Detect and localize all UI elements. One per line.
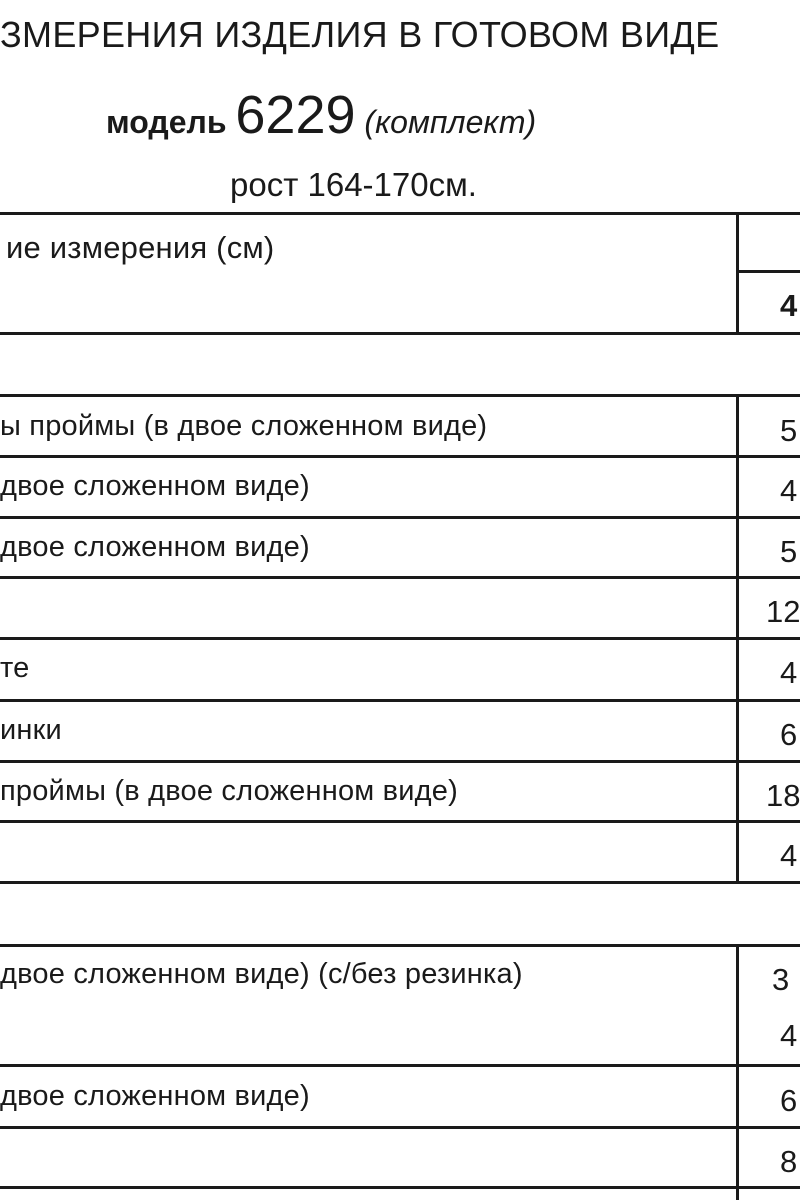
row-label: инки bbox=[0, 714, 62, 746]
size-header: 4 bbox=[780, 288, 798, 323]
row-border bbox=[0, 699, 800, 702]
row-border bbox=[0, 1126, 800, 1129]
row-value: 12 bbox=[766, 594, 800, 629]
section2-divider bbox=[736, 944, 739, 1200]
table-top-border bbox=[0, 212, 800, 215]
row-value: 4 bbox=[780, 473, 798, 508]
row-label: двое сложенном виде) (с/без резинка) bbox=[0, 958, 523, 990]
row-value: 5 bbox=[780, 413, 798, 448]
row-border bbox=[0, 455, 800, 458]
row-border bbox=[0, 760, 800, 763]
row-label: проймы (в двое сложенном виде) bbox=[0, 775, 458, 807]
row-value: 4 bbox=[780, 655, 798, 690]
row-border bbox=[0, 576, 800, 579]
row-border bbox=[0, 516, 800, 519]
row-value: 6 bbox=[780, 1083, 798, 1118]
table-header-divider bbox=[736, 212, 739, 334]
row-value: 8 bbox=[780, 1144, 798, 1179]
row-border bbox=[0, 820, 800, 823]
row-label: двое сложенном виде) bbox=[0, 531, 310, 563]
section2-bottom-border bbox=[0, 1186, 800, 1189]
row-value-secondary: 4 bbox=[780, 1018, 798, 1053]
row-label: те bbox=[0, 652, 30, 684]
row-label: ы проймы (в двое сложенном виде) bbox=[0, 410, 488, 442]
document-title: ЗМЕРЕНИЯ ИЗДЕЛИЯ В ГОТОВОМ ВИДЕ bbox=[0, 14, 720, 55]
size-header-border bbox=[738, 270, 800, 273]
table-header-bottom-border bbox=[0, 332, 800, 335]
row-value: 5 bbox=[780, 534, 798, 569]
model-number: 6229 bbox=[235, 85, 356, 145]
column-header: ие измерения (см) bbox=[6, 230, 275, 265]
row-label: двое сложенном виде) bbox=[0, 470, 310, 502]
row-value: 6 bbox=[780, 717, 798, 752]
section1-top-border bbox=[0, 394, 800, 397]
row-value: 3 bbox=[772, 962, 790, 997]
model-line bbox=[106, 84, 536, 146]
model-prefix: модель bbox=[106, 104, 227, 140]
model-suffix: (комплект) bbox=[364, 104, 537, 140]
section1-bottom-border bbox=[0, 881, 800, 884]
row-border bbox=[0, 637, 800, 640]
row-value: 18 bbox=[766, 778, 800, 813]
section2-top-border bbox=[0, 944, 800, 947]
row-label: двое сложенном виде) bbox=[0, 1080, 310, 1112]
row-border bbox=[0, 1064, 800, 1067]
height-range: рост 164-170см. bbox=[230, 166, 477, 203]
row-value: 4 bbox=[780, 838, 798, 873]
